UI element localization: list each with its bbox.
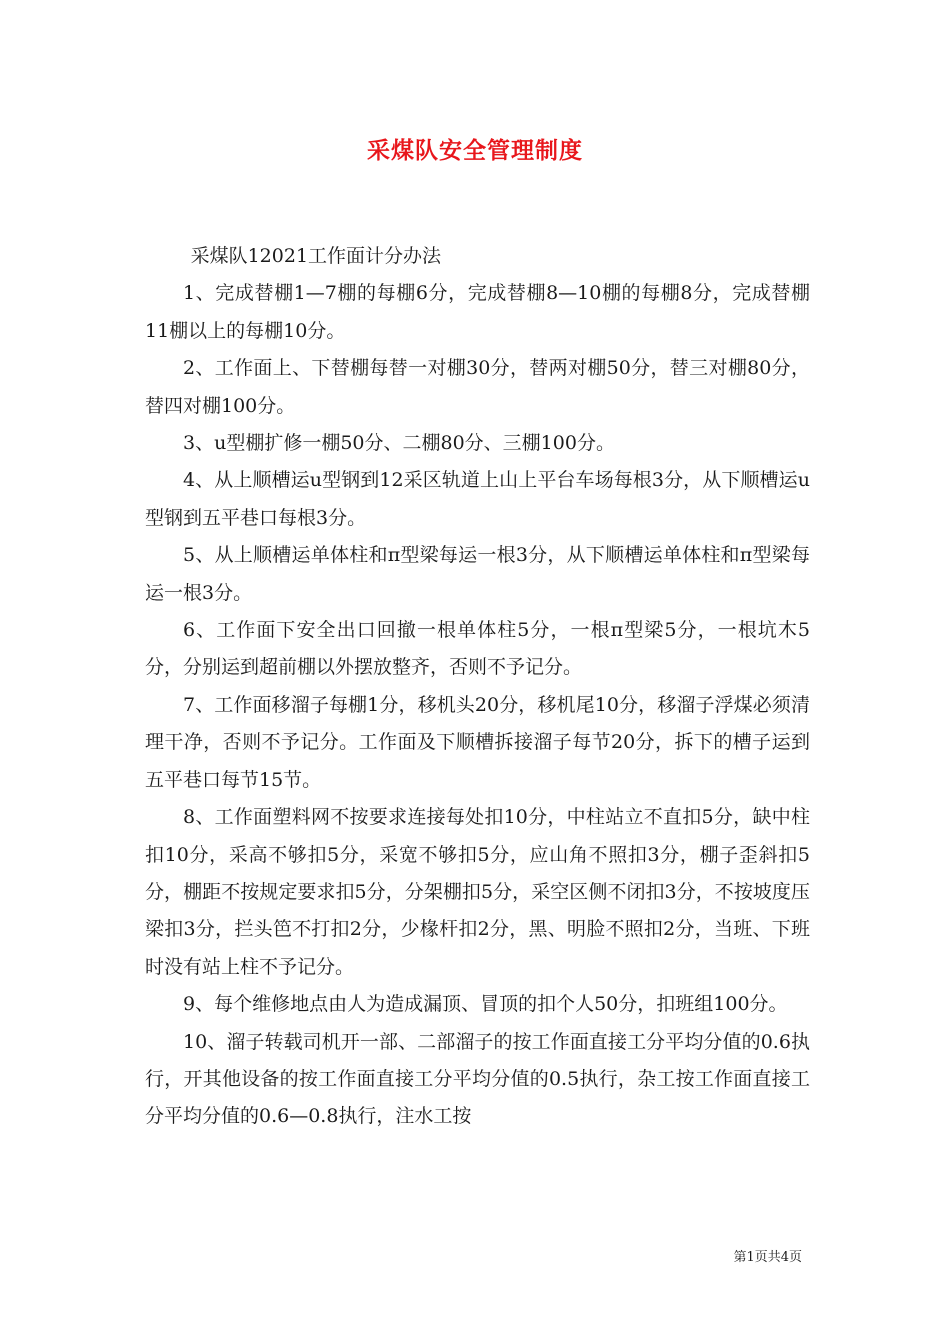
paragraph-1: 1、完成替棚1—7棚的每棚6分，完成替棚8—10棚的每棚8分，完成替棚11棚以上的每棚10分。 — [145, 282, 810, 342]
paragraph-4: 4、从上顺槽运u型钢到12采区轨道上山上平台车场每根3分，从下顺槽运u型钢到五平巷口每根3分。 — [145, 469, 810, 529]
paragraph-3: 3、u型棚扩修一棚50分、二棚80分、三棚100分。 — [183, 432, 615, 455]
section-heading: 采煤队12021工作面计分办法 — [190, 245, 442, 267]
paragraph-10: 10、溜子转载司机开一部、二部溜子的按工作面直接工分平均分值的0.6执行，开其他设备的按工作面直接工分平均分值的0.5执行，杂工按工作面直接工分平均分值的0.6—0.8执行，注水工按 — [145, 1030, 810, 1128]
document-title: 采煤队安全管理制度 — [367, 138, 583, 164]
paragraph-2: 2、工作面上、下替棚每替一对棚30分，替两对棚50分，替三对棚80分，替四对棚100分。 — [145, 357, 810, 417]
page-number: 第1页共4页 — [733, 1250, 802, 1265]
paragraph-5: 5、从上顺槽运单体柱和π型梁每运一根3分，从下顺槽运单体柱和π型梁每运一根3分。 — [145, 544, 810, 604]
paragraph-6: 6、工作面下安全出口回撤一根单体柱5分，一根π型梁5分，一根坑木5分，分别运到超前棚以外摆放整齐，否则不予记分。 — [145, 619, 810, 679]
paragraph-8: 8、工作面塑料网不按要求连接每处扣10分，中柱站立不直扣5分，缺中柱扣10分，采高不够扣5分，采宽不够扣5分，应山角不照扣3分，棚子歪斜扣5分，棚距不按规定要求扣5分，分架棚扣5分，采空区侧不闭扣3分，不按坡度压梁扣3分，拦头笆不打扣2分，少椽杆扣2分，黑、明脸不照扣2分，当班、下班时没有站上柱不予记分。 — [145, 806, 810, 978]
paragraph-7: 7、工作面移溜子每棚1分，移机头20分，移机尾10分，移溜子浮煤必须清理干净，否则不予记分。工作面及下顺槽拆接溜子每节20分，拆下的槽子运到五平巷口每节15节。 — [145, 693, 810, 791]
paragraph-9: 9、每个维修地点由人为造成漏顶、冒顶的扣个人50分，扣班组100分。 — [183, 993, 788, 1016]
document-body — [145, 238, 810, 1136]
